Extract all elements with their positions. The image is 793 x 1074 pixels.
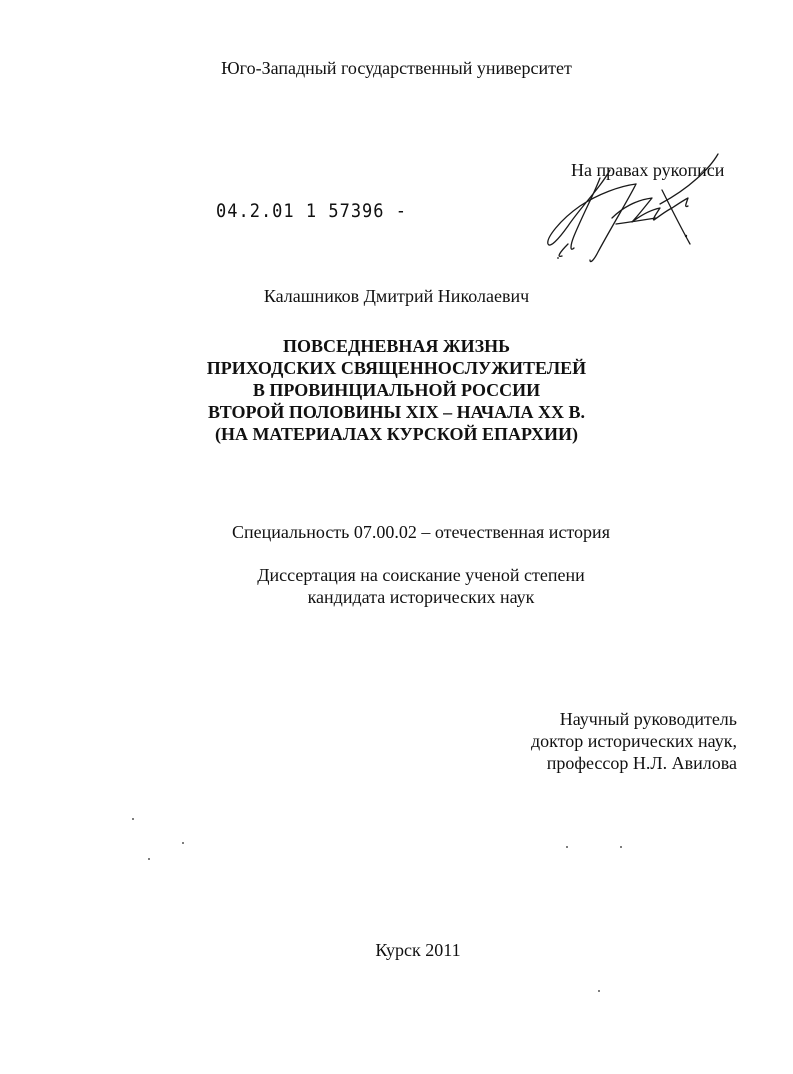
scan-speck [620,846,622,848]
scan-speck [148,858,150,860]
handwritten-signature [540,148,740,270]
dissertation-title [0,335,793,445]
degree-statement [0,564,793,608]
supervisor-role: Научный руководитель [559,709,737,729]
scan-speck [132,818,134,820]
city-year: Курск 2011 [375,940,461,960]
rights-note: На правах рукописи [571,160,725,180]
title-line-4: ВТОРОЙ ПОЛОВИНЫ XIX – НАЧАЛА XX В. [207,402,586,422]
supervisor-info [531,708,737,774]
scan-speck [598,990,600,992]
author-name: Калашников Дмитрий Николаевич [263,286,530,306]
title-line-3: В ПРОВИНЦИАЛЬНОЙ РОССИИ [252,380,541,400]
degree-statement-line-1: Диссертация на соискание ученой степени [257,565,585,585]
title-line-5: (НА МАТЕРИАЛАХ КУРСКОЙ ЕПАРХИИ) [214,424,579,444]
scan-speck [566,846,568,848]
title-line-2: ПРИХОДСКИХ СВЯЩЕННОСЛУЖИТЕЛЕЙ [206,358,587,378]
supervisor-name: профессор Н.Л. Авилова [546,753,737,773]
scan-speck [182,842,184,844]
registration-number-stamp: 04.2.01 1 57396 - [216,200,407,223]
title-line-1: ПОВСЕДНЕВНАЯ ЖИЗНЬ [282,336,511,356]
degree-statement-line-2: кандидата исторических наук [307,587,535,607]
supervisor-degree: доктор исторических наук, [531,731,737,751]
specialty-code: Специальность 07.00.02 – отечественная история [232,522,610,542]
university-name: Юго-Западный государственный университет [221,58,572,78]
